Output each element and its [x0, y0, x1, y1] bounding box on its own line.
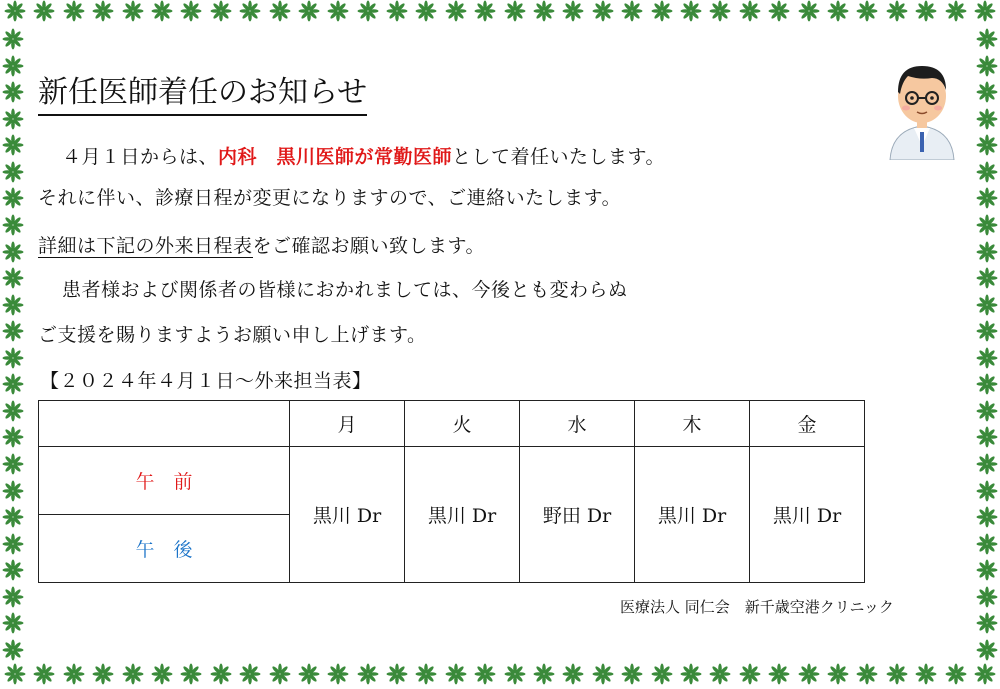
page-title: 新任医師着任のお知らせ [38, 74, 367, 116]
leaf-icon [2, 241, 24, 263]
leaf-icon [33, 0, 55, 22]
leaf-icon [2, 161, 24, 183]
leaf-icon [974, 663, 996, 685]
leaf-icon [886, 0, 908, 22]
leaf-icon [2, 373, 24, 395]
leaf-icon [621, 663, 643, 685]
leaf-icon [945, 0, 967, 22]
leaf-icon [269, 0, 291, 22]
leaf-icon [2, 533, 24, 555]
leaf-icon [386, 663, 408, 685]
leaf-icon [2, 586, 24, 608]
schedule-table [38, 400, 865, 583]
leaf-icon [2, 347, 24, 369]
leaf-icon [2, 639, 24, 661]
leaf-icon [976, 241, 998, 263]
leaf-icon [976, 426, 998, 448]
leaf-icon [976, 612, 998, 634]
leaf-icon [976, 161, 998, 183]
leaf-icon [2, 453, 24, 475]
leaf-icon [269, 663, 291, 685]
leaf-icon [976, 453, 998, 475]
leaf-icon [976, 187, 998, 209]
leaf-icon [474, 0, 496, 22]
leaf-icon [415, 0, 437, 22]
clinic-name: 医療法人 同仁会 新千歳空港クリニック [620, 598, 894, 616]
leaf-icon [298, 0, 320, 22]
leaf-icon [151, 0, 173, 22]
leaf-icon [976, 294, 998, 316]
leaf-icon [180, 0, 202, 22]
doctor-cell: 黒川 Dr [635, 447, 750, 583]
doctor-cell: 黒川 Dr [290, 447, 405, 583]
leaf-icon [445, 663, 467, 685]
leaf-icon [357, 663, 379, 685]
leaf-icon [180, 663, 202, 685]
leaf-icon [239, 0, 261, 22]
border-top [0, 0, 1000, 26]
leaf-icon [827, 0, 849, 22]
leaf-icon [739, 0, 761, 22]
leaf-icon [92, 663, 114, 685]
leaf-icon [976, 559, 998, 581]
leaf-icon [976, 108, 998, 130]
border-bottom [0, 663, 1000, 689]
leaf-icon [739, 663, 761, 685]
leaf-icon [92, 0, 114, 22]
leaf-icon [2, 55, 24, 77]
leaf-icon [976, 480, 998, 502]
pm-label: 午 後 [39, 515, 290, 583]
leaf-icon [2, 426, 24, 448]
leaf-icon [298, 663, 320, 685]
leaf-icon [210, 663, 232, 685]
leaf-icon [976, 267, 998, 289]
leaf-icon [621, 0, 643, 22]
leaf-icon [976, 81, 998, 103]
leaf-icon [856, 0, 878, 22]
leaf-icon [63, 0, 85, 22]
border-right [974, 26, 1000, 663]
leaf-icon [2, 134, 24, 156]
leaf-icon [2, 81, 24, 103]
leaf-icon [4, 663, 26, 685]
doctor-cell: 黒川 Dr [405, 447, 520, 583]
body-line-2: それに伴い、診療日程が変更になりますので、ご連絡いたします。 [38, 187, 622, 209]
leaf-icon [976, 639, 998, 661]
leaf-icon [709, 0, 731, 22]
leaf-icon [122, 0, 144, 22]
leaf-icon [2, 267, 24, 289]
leaf-icon [33, 663, 55, 685]
highlight-text: 内科 黒川医師が常勤医師 [218, 146, 453, 168]
leaf-icon [976, 214, 998, 236]
leaf-icon [2, 28, 24, 50]
day-header: 木 [635, 401, 750, 447]
am-label: 午 前 [39, 447, 290, 515]
doctor-cell: 野田 Dr [520, 447, 635, 583]
leaf-icon [445, 0, 467, 22]
doctor-illustration-icon [886, 56, 958, 160]
border-left [0, 26, 26, 663]
leaf-icon [592, 663, 614, 685]
leaf-icon [651, 0, 673, 22]
leaf-icon [976, 320, 998, 342]
underlined-text: 詳細は下記の外来日程表 [38, 235, 253, 257]
leaf-icon [709, 663, 731, 685]
leaf-icon [386, 0, 408, 22]
leaf-icon [886, 663, 908, 685]
leaf-icon [239, 663, 261, 685]
leaf-icon [945, 663, 967, 685]
leaf-icon [592, 0, 614, 22]
leaf-icon [915, 663, 937, 685]
body-line-5: ご支援を賜りますようお願い申し上げます。 [38, 324, 427, 346]
leaf-icon [2, 187, 24, 209]
leaf-icon [976, 134, 998, 156]
leaf-icon [976, 28, 998, 50]
leaf-icon [2, 320, 24, 342]
leaf-icon [976, 586, 998, 608]
leaf-icon [2, 480, 24, 502]
leaf-icon [680, 0, 702, 22]
leaf-icon [2, 108, 24, 130]
leaf-icon [798, 0, 820, 22]
leaf-icon [4, 0, 26, 22]
body-line-3: 詳細は下記の外来日程表をご確認お願い致します。 [38, 235, 485, 257]
leaf-icon [504, 663, 526, 685]
leaf-icon [504, 0, 526, 22]
leaf-icon [2, 400, 24, 422]
day-header: 金 [750, 401, 865, 447]
leaf-icon [151, 663, 173, 685]
day-header: 月 [290, 401, 405, 447]
leaf-icon [976, 373, 998, 395]
leaf-icon [562, 0, 584, 22]
leaf-icon [562, 663, 584, 685]
leaf-icon [2, 214, 24, 236]
leaf-icon [768, 0, 790, 22]
leaf-icon [976, 55, 998, 77]
leaf-icon [122, 663, 144, 685]
leaf-icon [2, 506, 24, 528]
leaf-icon [856, 663, 878, 685]
leaf-icon [327, 663, 349, 685]
table-corner [39, 401, 290, 447]
leaf-icon [63, 663, 85, 685]
day-header: 火 [405, 401, 520, 447]
leaf-icon [327, 0, 349, 22]
leaf-icon [768, 663, 790, 685]
leaf-icon [651, 663, 673, 685]
leaf-icon [798, 663, 820, 685]
leaf-icon [680, 663, 702, 685]
body-line-1: ４月１日からは、内科 黒川医師が常勤医師として着任いたします。 [62, 146, 666, 168]
body-line-4: 患者様および関係者の皆様におかれましては、今後とも変わらぬ [62, 279, 628, 301]
leaf-icon [2, 294, 24, 316]
leaf-icon [474, 663, 496, 685]
schedule-heading: 【２０２４年４月１日〜外来担当表】 [40, 370, 372, 392]
leaf-icon [533, 663, 555, 685]
leaf-icon [210, 0, 232, 22]
leaf-icon [976, 347, 998, 369]
leaf-icon [915, 0, 937, 22]
leaf-icon [976, 533, 998, 555]
doctor-cell: 黒川 Dr [750, 447, 865, 583]
leaf-icon [827, 663, 849, 685]
leaf-icon [974, 0, 996, 22]
leaf-icon [2, 612, 24, 634]
leaf-icon [415, 663, 437, 685]
leaf-icon [533, 0, 555, 22]
leaf-icon [2, 559, 24, 581]
leaf-icon [357, 0, 379, 22]
leaf-icon [976, 400, 998, 422]
leaf-icon [976, 506, 998, 528]
day-header: 水 [520, 401, 635, 447]
